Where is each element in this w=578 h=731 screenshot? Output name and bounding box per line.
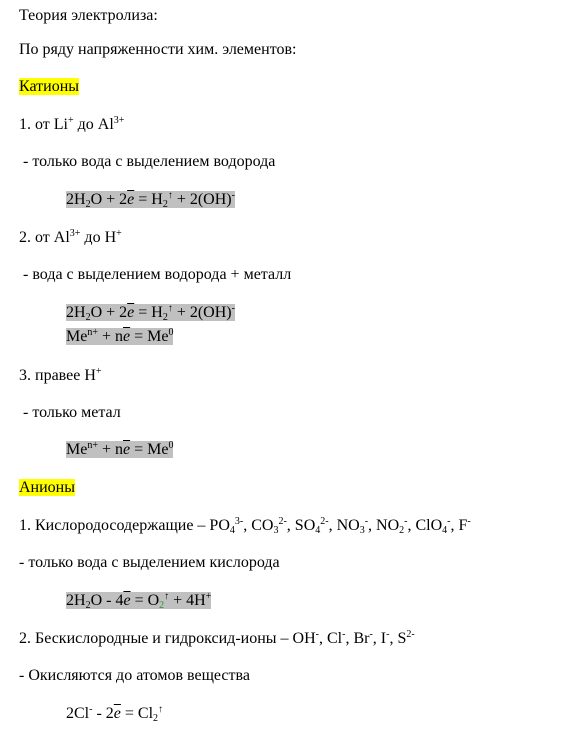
equation-highlight bbox=[66, 328, 173, 345]
eq-part: = O bbox=[130, 592, 160, 609]
eq-sup: + bbox=[205, 591, 212, 602]
cations-group1-label-sup1: + bbox=[68, 115, 74, 126]
anions-group2-equation bbox=[66, 704, 163, 724]
ion-sub: 4 bbox=[442, 525, 448, 536]
ion-sep: , bbox=[372, 630, 381, 647]
equation-highlight bbox=[66, 592, 211, 609]
cations-group1-label-mid: до Al bbox=[73, 116, 114, 133]
document-title-text: Теория электролиза: bbox=[19, 7, 158, 24]
eq-part: + 4H bbox=[169, 592, 206, 609]
ion-base: SO bbox=[294, 517, 316, 534]
eq-part: O - 4 bbox=[90, 592, 124, 609]
anions-group2-desc bbox=[19, 666, 250, 686]
anions-group2-label bbox=[19, 629, 415, 649]
document-title bbox=[19, 6, 158, 26]
ion-sep: , bbox=[345, 630, 354, 647]
ion-sub: 2 bbox=[399, 525, 405, 536]
eq-sub: 2 bbox=[85, 600, 91, 611]
electron-symbol: $\overline{e}$ bbox=[127, 304, 135, 321]
eq-part: 2H bbox=[66, 191, 86, 208]
electron-symbol: $\overline{e}$ bbox=[113, 705, 121, 722]
gas-arrow-icon: ↑ bbox=[158, 704, 164, 715]
eq-sub: 2 bbox=[159, 600, 165, 611]
cations-group1-label bbox=[19, 115, 124, 135]
gas-arrow-icon: ↑ bbox=[164, 591, 170, 602]
ion-sup: 2- bbox=[278, 516, 287, 527]
ion-sup: 3- bbox=[234, 516, 244, 527]
cations-group3-desc-text: - только метал bbox=[19, 404, 121, 421]
cations-group2-label-text: 2. от Al bbox=[19, 229, 70, 246]
ion-sub: 4 bbox=[229, 525, 235, 536]
gas-arrow-icon: ↑ bbox=[167, 303, 173, 314]
eq-sub: 2 bbox=[85, 312, 91, 323]
eq-part: = Cl bbox=[120, 705, 154, 722]
ion-sub: 3 bbox=[359, 525, 365, 536]
document-subtitle bbox=[19, 40, 296, 60]
ion-sub: 4 bbox=[315, 525, 321, 536]
eq-part: = H bbox=[134, 191, 163, 208]
electron-symbol: $\overline{e}$ bbox=[123, 441, 131, 458]
gas-arrow-icon: ↑ bbox=[167, 190, 173, 201]
ion-base: Br bbox=[353, 630, 370, 647]
ion-sup: 2- bbox=[320, 516, 329, 527]
eq-sub: 2 bbox=[85, 199, 91, 210]
ion-sub: 3 bbox=[273, 525, 279, 536]
anions-group1-desc-text: - только вода с выделением кислорода bbox=[19, 554, 280, 571]
ion-sup: - bbox=[386, 629, 390, 640]
ion-sup: 2- bbox=[406, 629, 415, 640]
eq-sub: 2 bbox=[162, 199, 168, 210]
cations-group2-label-mid: до H bbox=[80, 229, 117, 246]
cations-group3-equation bbox=[66, 440, 173, 460]
ion-sup: - bbox=[404, 516, 408, 527]
ion-sup: - bbox=[447, 516, 451, 527]
ion-base: NO bbox=[376, 517, 400, 534]
eq-sup: - bbox=[89, 704, 93, 715]
cations-heading-text: Катионы bbox=[19, 78, 80, 95]
ion-sup: - bbox=[467, 516, 471, 527]
cations-group2-label-sup1: 3+ bbox=[69, 228, 81, 239]
ion-sep: , bbox=[389, 630, 398, 647]
eq-sup: - bbox=[231, 190, 235, 201]
cations-group3-label bbox=[19, 366, 102, 386]
cations-group3-desc bbox=[19, 403, 121, 423]
eq-sup: n+ bbox=[87, 440, 98, 451]
eq-sub: 2 bbox=[153, 713, 159, 724]
ion-sup: - bbox=[364, 516, 369, 527]
equation-highlight bbox=[66, 191, 235, 208]
electron-symbol: $\overline{e}$ bbox=[127, 191, 135, 208]
ion-sep: , bbox=[368, 517, 377, 534]
cations-group2-desc-text: - вода с выделением водорода + металл bbox=[19, 266, 292, 283]
ion-sep: , bbox=[318, 630, 327, 647]
document-subtitle-text: По ряду напряженности хим. элементов: bbox=[19, 41, 297, 58]
cations-group1-label-sup2: 3+ bbox=[113, 115, 125, 126]
anions-group1-label-text: 1. Кислородосодержащие – PO bbox=[19, 517, 230, 534]
ion-sep: , bbox=[407, 517, 416, 534]
ion-base: NO bbox=[336, 517, 360, 534]
cations-group2-equation2 bbox=[66, 327, 173, 347]
ion-base: F bbox=[458, 517, 468, 534]
eq-sup: 0 bbox=[168, 440, 174, 451]
ion-sep: , bbox=[328, 517, 337, 534]
eq-part: 2H bbox=[66, 304, 86, 321]
cations-group3-label-text: 3. правее H bbox=[19, 367, 96, 384]
electron-symbol: $\overline{e}$ bbox=[123, 328, 131, 345]
anions-group2-desc-text: - Окисляются до атомов вещества bbox=[19, 667, 250, 684]
electron-symbol: $\overline{e}$ bbox=[123, 592, 131, 609]
anions-group1-desc bbox=[19, 553, 280, 573]
eq-sub: 2 bbox=[162, 312, 168, 323]
eq-part: 2H bbox=[66, 592, 86, 609]
ion-sep: , bbox=[243, 517, 252, 534]
eq-part: 2Cl bbox=[66, 705, 90, 722]
eq-sup: 0 bbox=[168, 327, 174, 338]
eq-part: + 2(OH) bbox=[172, 304, 232, 321]
eq-part: = Me bbox=[130, 328, 169, 345]
ion-sup: - bbox=[369, 629, 373, 640]
cations-group1-equation bbox=[66, 190, 235, 210]
cations-group3-label-sup: + bbox=[95, 366, 102, 377]
cations-heading bbox=[19, 77, 79, 97]
ion-sup: - bbox=[315, 629, 319, 640]
anions-group1-equation bbox=[66, 591, 211, 611]
ion-sep: , bbox=[450, 517, 459, 534]
ion-base: ClO bbox=[415, 517, 443, 534]
eq-part: O + 2 bbox=[90, 304, 128, 321]
cations-group2-label bbox=[19, 228, 122, 248]
ion-sup: - bbox=[342, 629, 346, 640]
eq-sup: - bbox=[231, 303, 235, 314]
eq-part: Me bbox=[66, 328, 88, 345]
cations-group2-label-sup2: + bbox=[116, 228, 122, 239]
cations-group1-desc bbox=[19, 152, 275, 172]
equation-plain bbox=[66, 705, 163, 722]
cations-group2-desc bbox=[19, 265, 291, 285]
ion-base: Cl bbox=[326, 630, 343, 647]
eq-part: O + 2 bbox=[90, 191, 128, 208]
equation-highlight bbox=[66, 304, 235, 321]
eq-sup: n+ bbox=[87, 327, 98, 338]
eq-part: - 2 bbox=[92, 705, 114, 722]
ion-base: I bbox=[380, 630, 387, 647]
eq-part: + 2(OH) bbox=[172, 191, 232, 208]
eq-part: = Me bbox=[130, 441, 169, 458]
equation-highlight bbox=[66, 441, 173, 458]
cations-group1-label-text: 1. от Li bbox=[19, 116, 68, 133]
anions-group2-label-text: 2. Бескислородные и гидроксид-ионы – OH bbox=[19, 630, 316, 647]
eq-part: + n bbox=[97, 441, 123, 458]
anions-group1-label bbox=[19, 516, 471, 536]
cations-group2-equation1 bbox=[66, 303, 235, 323]
eq-part: = H bbox=[134, 304, 163, 321]
ion-base: S bbox=[397, 630, 407, 647]
ion-base: CO bbox=[251, 517, 274, 534]
eq-part: Me bbox=[66, 441, 88, 458]
eq-part: + n bbox=[97, 328, 123, 345]
cations-group1-desc-text: - только вода с выделением водорода bbox=[19, 153, 276, 170]
ion-sep: , bbox=[286, 517, 295, 534]
anions-heading-text: Анионы bbox=[19, 479, 75, 496]
anions-heading bbox=[19, 478, 75, 498]
